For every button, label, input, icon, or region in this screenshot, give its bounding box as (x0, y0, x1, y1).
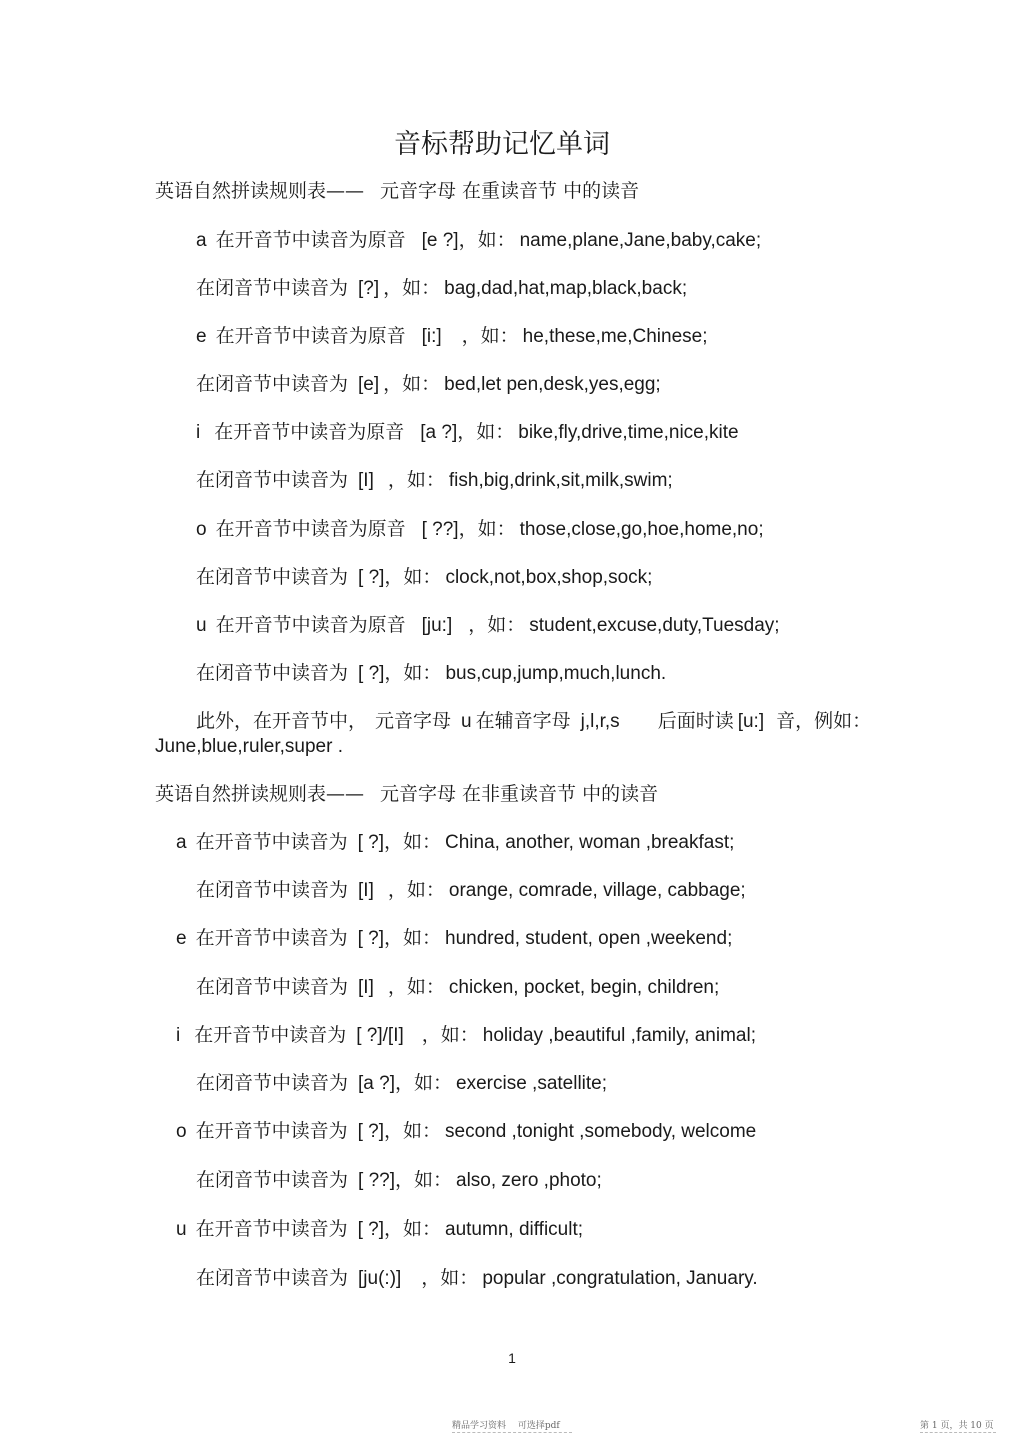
rule-row (196, 468, 673, 493)
example-words: bike,fly,drive,time,nice,kite (518, 422, 739, 443)
footer-divider (920, 1432, 996, 1433)
footer-watermark: 精品学习资料 可选择pdf (452, 1421, 560, 1431)
rule-text: 在开音节中读音为原音 (215, 518, 406, 540)
example-words: name,plane,Jane,baby,cake; (519, 230, 762, 251)
example-separator: ，如： (384, 662, 442, 684)
ipa-symbol: [ ?] (357, 832, 384, 853)
section-heading-prefix: 英语自然拼读规则表—— (155, 180, 365, 202)
example-words: exercise ,satellite; (456, 1073, 608, 1094)
rule-row (196, 228, 761, 253)
example-words: bed,let pen,desk,yes,egg; (444, 374, 661, 395)
ipa-symbol: [?] (358, 278, 380, 299)
ipa-symbol: [I] (358, 470, 374, 491)
example-words: he,these,me,Chinese; (522, 326, 708, 347)
vowel-letter: a (196, 230, 207, 251)
vowel-letter: e (196, 326, 207, 347)
example-separator: ，如： (458, 229, 516, 251)
note-text: 音，例如： (776, 710, 872, 732)
note-text: 后面时读 (657, 710, 734, 732)
rule-row (196, 1071, 607, 1096)
example-words: student,excuse,duty,Tuesday; (529, 615, 780, 636)
rule-row (196, 324, 708, 349)
example-words: hundred, student, open ,weekend; (445, 928, 733, 949)
ipa-symbol: [e] (358, 374, 380, 395)
example-separator: ，如： (395, 1072, 453, 1094)
ipa-symbol: [ ?] (357, 928, 384, 949)
rule-text: 在闭音节中读音为 (196, 662, 349, 684)
ipa-symbol: [ ??] (358, 1170, 395, 1191)
example-separator: ，如： (383, 277, 441, 299)
rule-text: 在闭音节中读音为 (196, 566, 349, 588)
rule-text: 在闭音节中读音为 (196, 976, 349, 998)
rule-text: 在开音节中读音为原音 (215, 614, 406, 636)
vowel-letter: i (176, 1025, 181, 1046)
rule-row (196, 420, 739, 445)
rule-row (176, 830, 734, 855)
ipa-symbol: [i:] (421, 326, 442, 347)
example-words: chicken, pocket, begin, children; (448, 977, 720, 998)
rule-text: 在开音节中读音为 (195, 927, 348, 949)
ipa-symbol: [a ?] (358, 1073, 395, 1094)
ipa-symbol: [ju(:)] (358, 1268, 402, 1289)
vowel-letter: e (176, 928, 187, 949)
example-separator: ，如： (458, 518, 516, 540)
vowel-letter: u (176, 1219, 187, 1240)
note-text: 在辅音字母 (475, 710, 571, 732)
rule-row (176, 1217, 583, 1242)
vowel-letter: o (196, 519, 207, 540)
vowel-letter: a (176, 832, 187, 853)
rule-row (196, 372, 661, 397)
example-separator: ，如： (421, 1024, 479, 1046)
example-words: popular ,congratulation, January. (482, 1268, 758, 1289)
example-words: clock,not,box,shop,sock; (445, 567, 653, 588)
rule-text: 在闭音节中读音为 (196, 373, 349, 395)
ipa-symbol: [ ?] (357, 1121, 384, 1142)
section-heading-suffix: 元音字母 在重读音节 中的读音 (380, 180, 640, 202)
example-separator: ，如： (387, 469, 445, 491)
rule-row (176, 1119, 756, 1144)
rule-text: 在开音节中读音为 (195, 1120, 348, 1142)
example-separator: ，如： (387, 976, 445, 998)
example-separator: ，如： (387, 879, 445, 901)
ipa-symbol: [I] (358, 977, 374, 998)
example-separator: ，如： (383, 373, 441, 395)
example-separator: ，如： (468, 614, 526, 636)
rule-row (196, 613, 780, 638)
example-words: second ,tonight ,somebody, welcome (445, 1121, 757, 1142)
ipa-symbol: [ ?] (357, 1219, 384, 1240)
rule-row (196, 1168, 602, 1193)
rule-row (196, 661, 666, 686)
rule-text: 在闭音节中读音为 (196, 1072, 349, 1094)
rule-row (196, 565, 652, 590)
section-heading (155, 179, 639, 203)
rule-row (176, 926, 732, 951)
rule-text: 在开音节中读音为原音 (215, 325, 406, 347)
example-separator: ，如： (384, 1120, 442, 1142)
vowel-letter: u (196, 615, 207, 636)
rule-text: 在开音节中读音为原音 (215, 229, 406, 251)
example-separator: ，如： (395, 1169, 453, 1191)
footer-page-count: 第 1 页，共 10 页 (920, 1421, 994, 1431)
example-words: also, zero ,photo; (456, 1170, 602, 1191)
note-text: 此外，在开音节中， (196, 710, 368, 732)
document-title: 音标帮助记忆单词 (394, 129, 610, 160)
rule-text: 在开音节中读音为 (195, 1218, 348, 1240)
ipa-symbol: [ ?] (358, 663, 385, 684)
example-words: orange, comrade, village, cabbage; (448, 880, 746, 901)
example-words: bag,dad,hat,map,black,back; (444, 278, 688, 299)
section-heading (155, 782, 658, 806)
rule-text: 在闭音节中读音为 (196, 879, 349, 901)
page-number: 1 (508, 1350, 516, 1366)
rule-text: 在开音节中读音为原音 (214, 421, 405, 443)
note-text: [u:] (737, 711, 765, 732)
rule-row (196, 1266, 758, 1291)
vowel-letter: o (176, 1121, 187, 1142)
ipa-symbol: [ ??] (421, 519, 459, 540)
ipa-symbol: [ju:] (421, 615, 453, 636)
ipa-symbol: [ ?]/[I] (356, 1025, 404, 1046)
rule-text: 在闭音节中读音为 (196, 469, 349, 491)
example-separator: ，如： (384, 831, 442, 853)
ipa-symbol: [e ?] (421, 230, 459, 251)
example-separator: ，如： (384, 927, 442, 949)
rule-row (176, 1023, 756, 1048)
example-separator: ，如： (461, 325, 519, 347)
vowel-letter: i (196, 422, 201, 443)
example-words: China, another, woman ,breakfast; (445, 832, 735, 853)
note-text: 元音字母 (375, 710, 452, 732)
rule-text: 在开音节中读音为 (194, 1024, 347, 1046)
ipa-symbol: [I] (358, 880, 374, 901)
note-text: u (461, 711, 472, 732)
example-words: fish,big,drink,sit,milk,swim; (448, 470, 673, 491)
example-words: autumn, difficult; (445, 1219, 584, 1240)
rule-row (196, 517, 764, 542)
example-separator: ，如： (457, 421, 515, 443)
example-separator: ，如： (421, 1267, 479, 1289)
example-words: those,close,go,hoe,home,no; (519, 519, 764, 540)
rule-text: 在闭音节中读音为 (196, 1169, 349, 1191)
section-heading-prefix: 英语自然拼读规则表—— (155, 783, 365, 805)
example-words: bus,cup,jump,much,lunch. (445, 663, 667, 684)
rule-text: 在闭音节中读音为 (196, 1267, 349, 1289)
example-words: holiday ,beautiful ,family, animal; (482, 1025, 756, 1046)
rule-row (196, 276, 687, 301)
example-separator: ，如： (384, 566, 442, 588)
rule-text: 在开音节中读音为 (195, 831, 348, 853)
note-examples: June,blue,ruler,super . (155, 736, 344, 757)
rule-row (196, 878, 746, 903)
note-text: j,l,r,s (580, 711, 620, 732)
ipa-symbol: [a ?] (420, 422, 458, 443)
rule-row (196, 975, 719, 1000)
rule-text: 在闭音节中读音为 (196, 277, 349, 299)
footer-divider (452, 1432, 572, 1433)
ipa-symbol: [ ?] (358, 567, 385, 588)
example-separator: ，如： (384, 1218, 442, 1240)
section-heading-suffix: 元音字母 在非重读音节 中的读音 (380, 783, 659, 805)
note-paragraph (196, 709, 871, 734)
